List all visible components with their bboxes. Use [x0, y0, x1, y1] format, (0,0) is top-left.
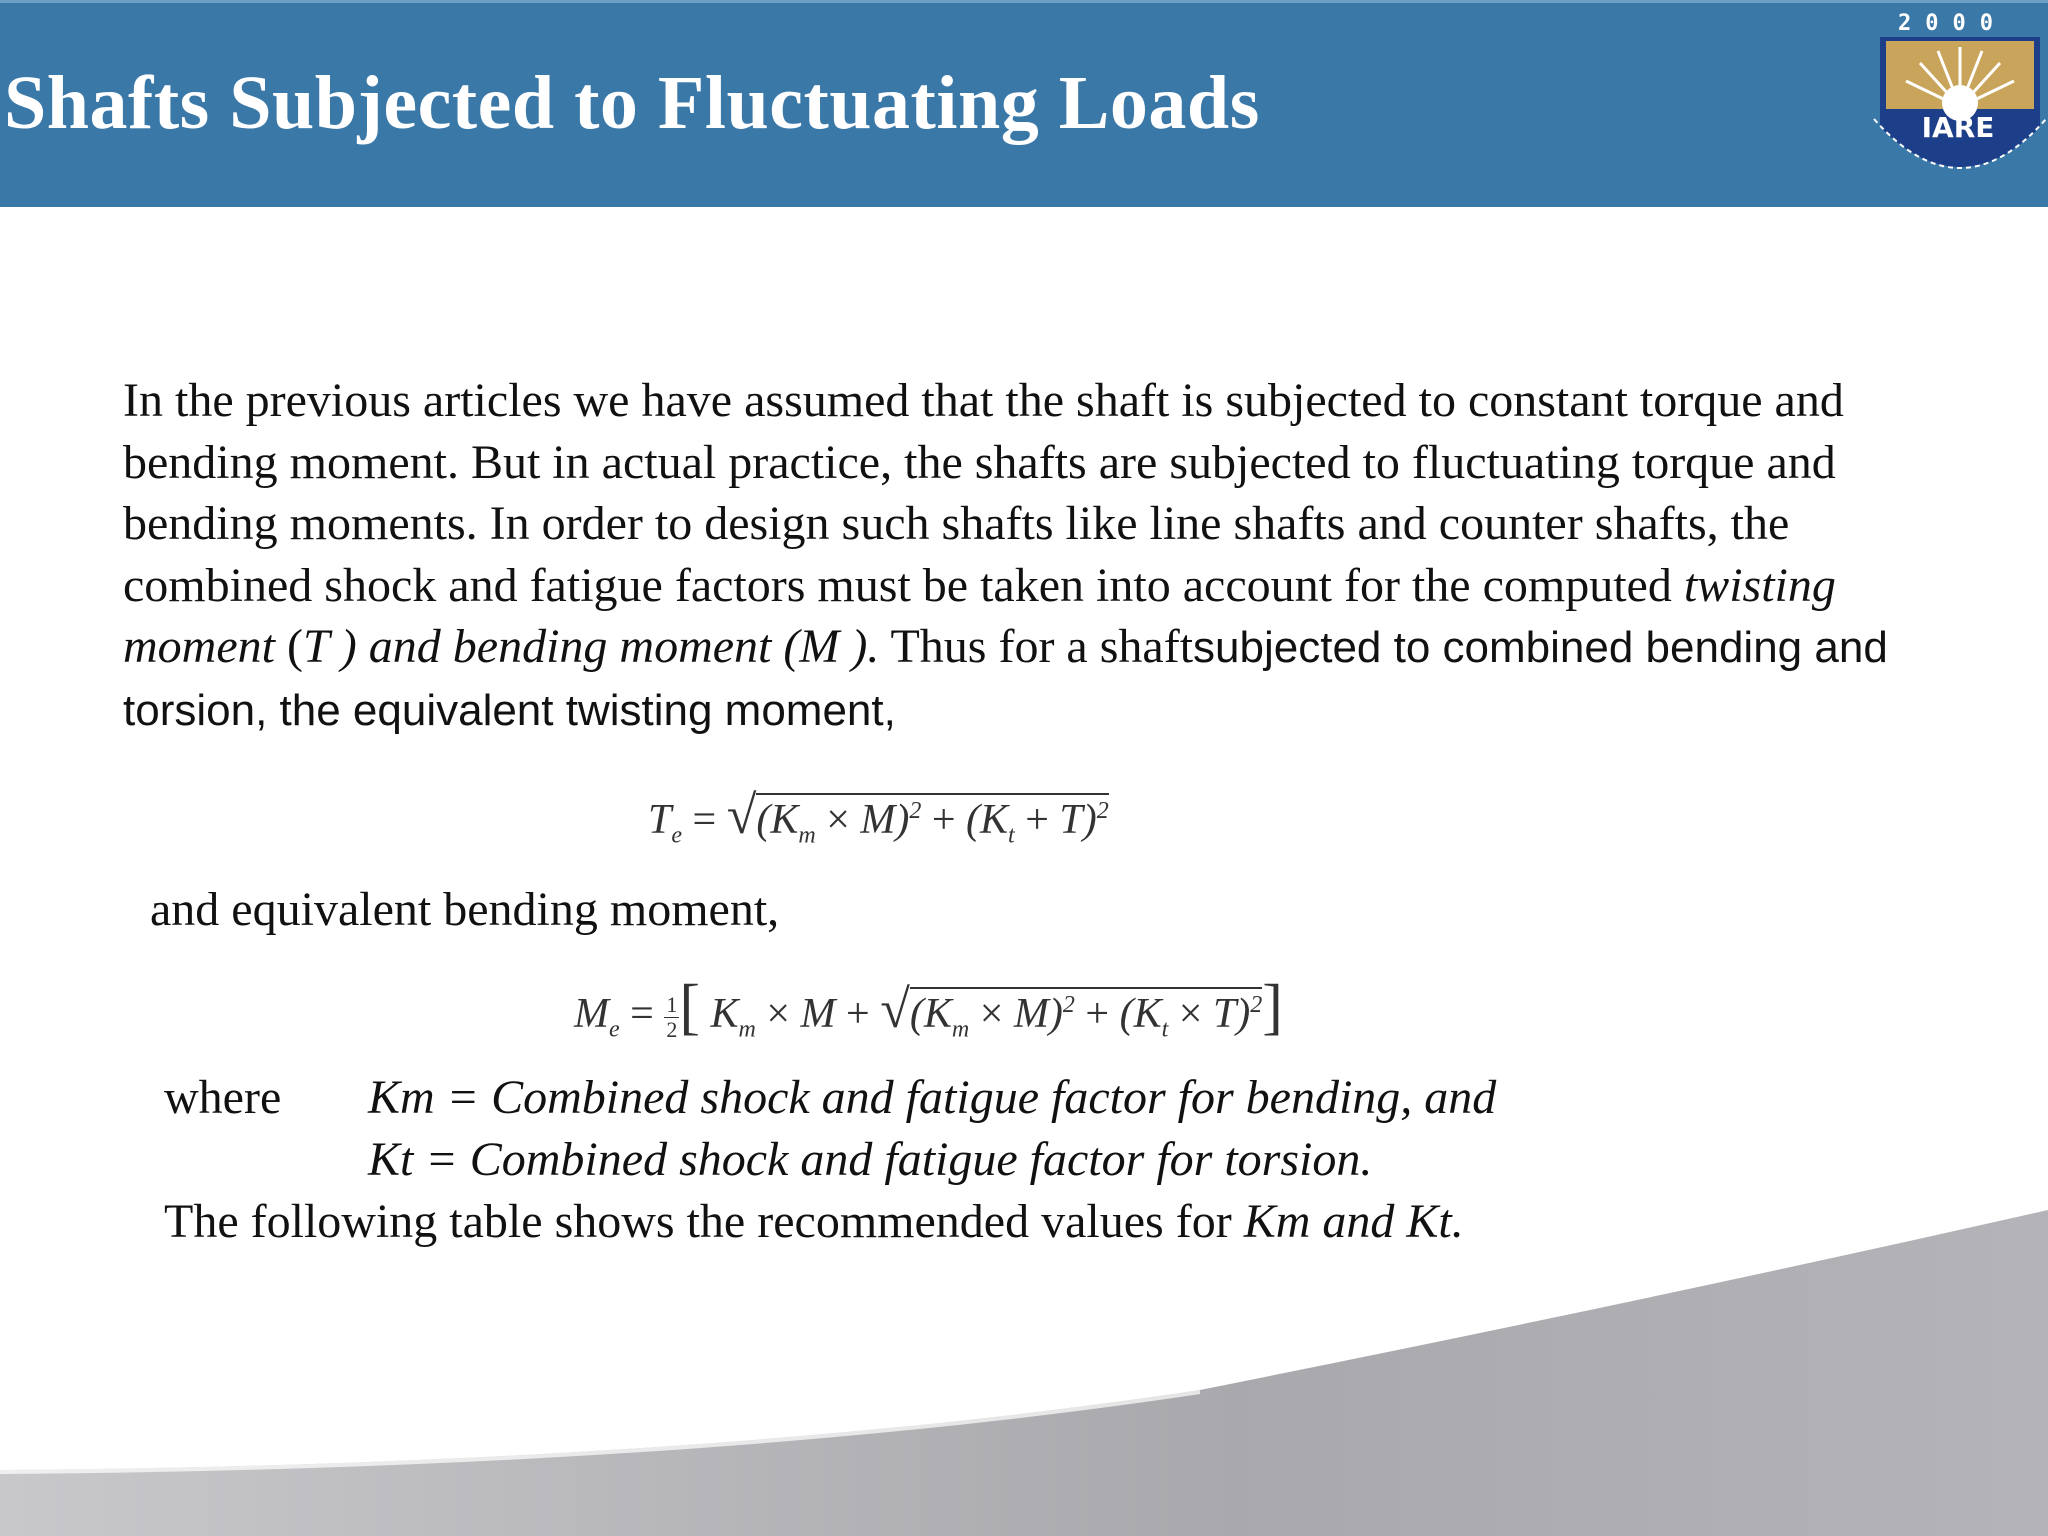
paragraph-sans-tail: subjected to combined bending and torsion, the equivalent twisting moment, — [123, 623, 1888, 735]
me-intro-text: and equivalent bending moment, — [150, 883, 780, 936]
paragraph-paren: ( — [274, 620, 303, 673]
km-definition: Km = Combined shock and fatigue factor for bending, and — [368, 1071, 1497, 1124]
where-label: where — [164, 1071, 282, 1124]
paragraph-serif-tail: Thus for a shaft — [879, 620, 1194, 673]
equation-me: $M_e$ = $\frac{1}{2}$ [ $K_m \times M + √(K_m \times M)^2 + (K_t \times T)^2$] — [574, 973, 1283, 1043]
paragraph-italic-twisting: twisting moment — [123, 558, 1836, 673]
paragraph-text: In the previous articles we have assumed that the shaft is subjected to constant torque and bending moment. But in actual practice, the shafts are subjected to fluctuating torque and bending moments. In order to design such shafts like line shafts and counter shafts, the combined shock and fatigue factors must be taken into account for the computed — [123, 374, 1844, 612]
table-intro-text: The following table shows the recommended values for Km and Kt. — [164, 1195, 1464, 1248]
equation-te: $T_e = √(K_m \times M)^2 + (K_t + T)^2$ — [648, 785, 1109, 849]
paragraph-italic-symbols: T ) and bending moment (M ). — [302, 620, 880, 673]
kt-definition: Kt = Combined shock and fatigue factor for torsion. — [368, 1133, 1373, 1186]
logo-name: IARE — [1921, 111, 1995, 144]
slide-title: Shafts Subjected to Fluctuating Loads — [4, 61, 1260, 145]
logo-year: 2000 — [1898, 11, 2007, 36]
